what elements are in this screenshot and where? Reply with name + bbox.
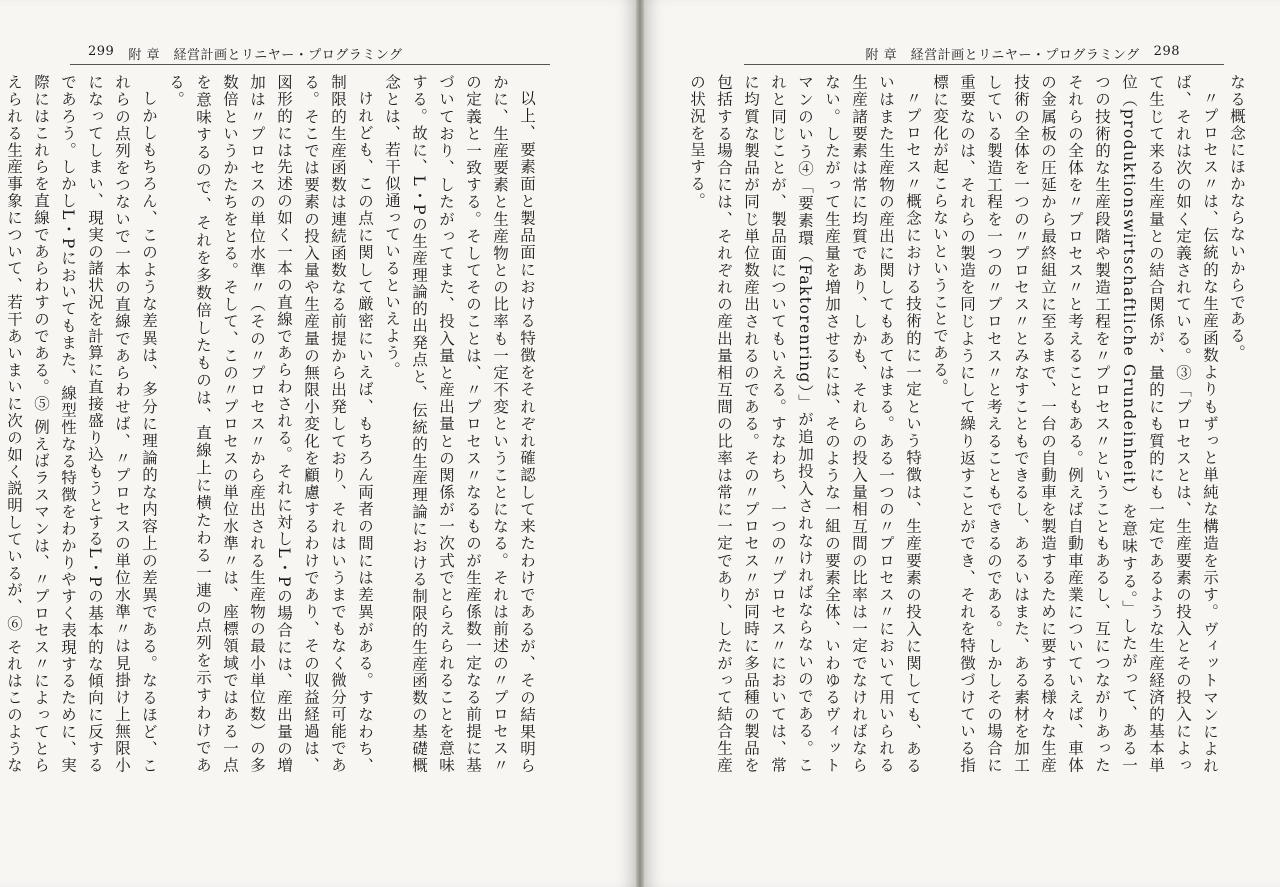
right-paragraph-3: 〃プロセス〃概念における技術的に一定という特徴は、生産要素の投入に関しても、あるいはまた生産物の産出に関してもあてはまる。ある一つの〃プロセス〃において用いられる生産諸要素は常に均質であり、しかも、それらの投入量相互間の比率は一定でなければならない。したがって生産量を増加させるには、そのような一組の要素全体、いわゆるヴィットマンのいう④「要素環（Faktorenring）」が追加投入されなければならないのである。これと同じことが、製品面についてもいえる。すなわち、一つの〃プロセス〃においては、常に均質な製品が同じ単位数産出されるのである。その〃プロセス〃が同時に多品種の製品を包括する場合には、それぞれの産出量相互間の比率は常に一定であり、したがって結合生産の状況を呈する。 [688, 74, 922, 774]
book-gutter [636, 0, 644, 887]
right-page-body [688, 74, 1250, 774]
left-header-rule [70, 64, 550, 65]
left-paragraph-1: 以上、要素面と製品面における特徴をそれぞれ確認して来たわけであるが、その結果明らかに、生産要素と生産物との比率も一定不変ということになる。それは前述の〃プロセス〃の定義と一致する。そしてそのことは、〃プロセス〃なるものが生産係数一定なる前提に基づいており、したがってまた、投入量と産出量との関係が一次式でとらえられることを意味する。故に、L・Pの生産理論的出発点と、伝統的生産理論における制限的生産函数の基礎概念とは、若干似通っているといえよう。 [383, 74, 536, 774]
left-running-head: 附 章 経営計画とリニヤー・プログラミング [128, 48, 403, 63]
right-running-head: 附 章 経営計画とリニヤー・プログラミング [865, 48, 1140, 63]
right-paragraph-2: 〃プロセス〃は、伝統的な生産函数よりもずっと単純な構造を示す。ヴィットマンによれば、それは次の如く定義されている。③「プロセスとは、生産要素の投入とその投入によって生じて来る生産量との結合関係が、量的にも質的にも一定であるような生産経済的基本単位（produktionswirtschaftliche Grundeinheit）を意味する。」したがって、ある一つの技術的な生産段階や製造工程を〃プロセス〃ということもあるし、互につながりあったそれらの全体を〃プロセス〃と考えることもある。例えば自動車産業についていえば、車体の金属板の圧延から最終組立に至るまで、一台の自動車を製造するために要する様々な生産技術の全体を一つの〃プロセス〃とみなすこともできるし、あるいはまた、ある素材を加工している製造工程を一つの〃プロセス〃と考えることもできるのである。しかしその場合に重要なのは、それらの製造を同じようにして繰り返すことができ、それを特徴づけている指標に変化が起こらないということである。 [931, 74, 1219, 774]
right-header-rule [744, 64, 1224, 65]
left-page-number: 299 [88, 44, 115, 59]
left-page-body [5, 74, 540, 774]
right-page-header [866, 44, 1180, 63]
left-paragraph-3: しかしもちろん、このような差異は、多分に理論的な内容上の差異である。なるほど、これらの点列をつないで一本の直線であらわせば、〃プロセスの単位水準〃は見掛け上無限小になってしまい、現実の諸状況を計算に直接盛り込もうとするL・Pの基本的な傾向に反するであろう。しかしL・Pにおいてもまた、線型性なる特徴をわかりやすく表現するために、実際にはこれらを直線であらわすのである。⑤ 例えばラスマンは、〃プロセス〃によってとらえられる生産事象について、若干あいまいに次の如く説明しているが、⑥ それはこのような [5, 74, 158, 774]
right-paragraph-1: なる概念にほかならないからである。 [1228, 74, 1246, 362]
right-page-number: 298 [1153, 44, 1180, 59]
right-page [644, 0, 1280, 887]
left-paragraph-2: けれども、この点に関して厳密にいえば、もちろん両者の間には差異がある。すなわち、制限的生産函数は連続函数なる前提から出発しており、それはいうまでもなく微分可能である。そこでは要素の投入量や生産量の無限小変化を顧慮するわけであり、その収益経過は、図形的には先述の如く一本の直線であらわされる。それに対しL・Pの場合には、産出量の増加は〃プロセスの単位水準〃（その〃プロセス〃から産出される生産物の最小単位数）の多数倍というかたちをとる。そして、この〃プロセスの単位水準〃は、座標領域ではある一点を意味するので、それを多数倍したものは、直線上に横たわる一連の点列を示すわけである。 [167, 74, 374, 774]
left-page-header [88, 44, 402, 63]
left-page [0, 0, 636, 887]
